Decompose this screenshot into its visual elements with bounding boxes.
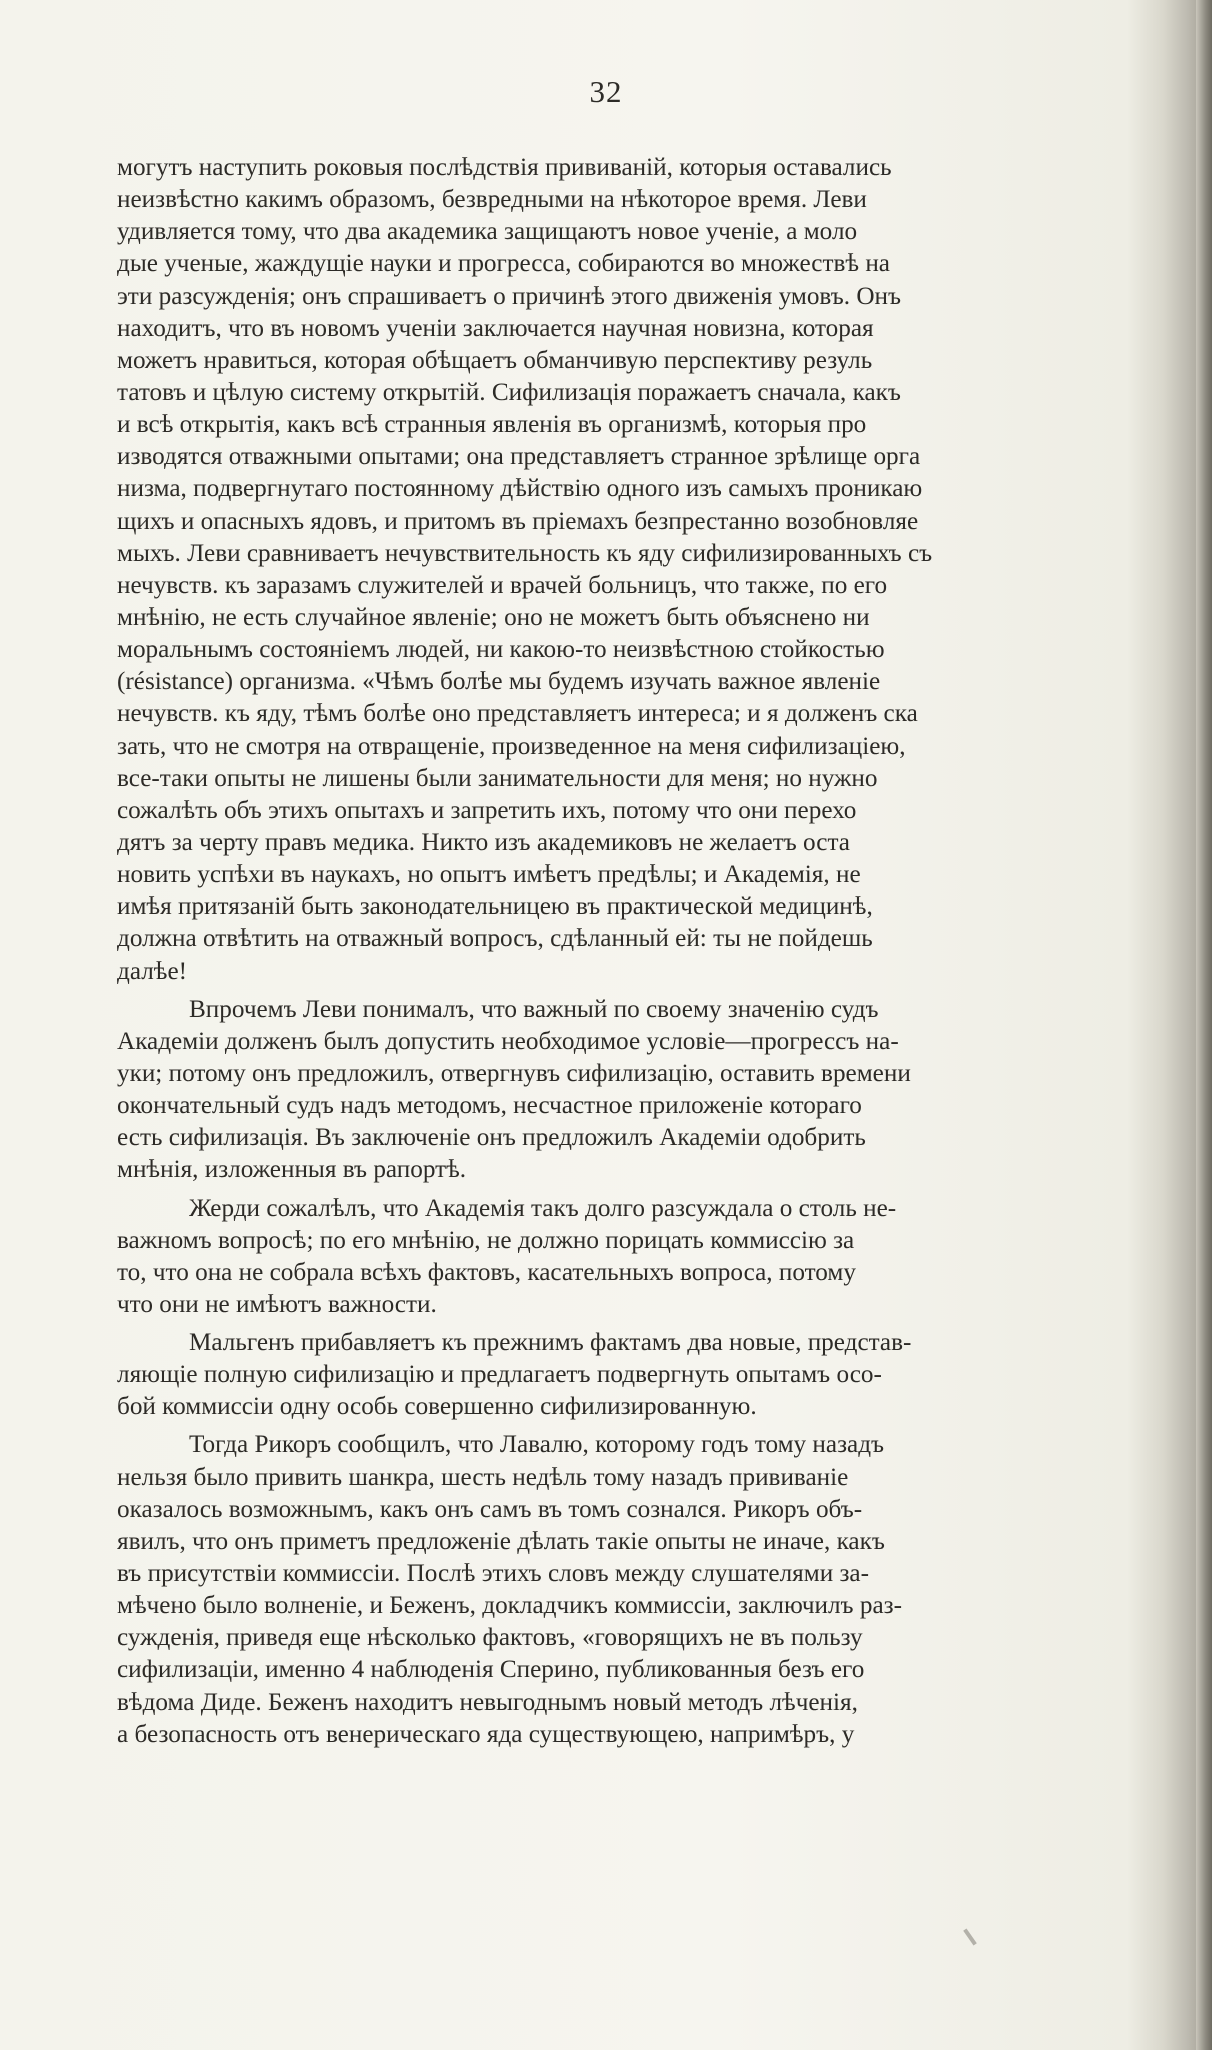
text-line: сожалѣть объ этихъ опытахъ и запретить ихъ, потому что они перехо [117,796,857,824]
text-line: нечувств. къ яду, тѣмъ болѣе оно представляетъ интереса; и я долженъ ска [117,700,918,728]
text-line: эти разсужденія; онъ спрашиваетъ о причинѣ этого движенія умовъ. Онъ [117,282,902,310]
text-line: мѣчено было волненіе, и Беженъ, докладчикъ коммиссіи, заключилъ раз- [117,1592,902,1620]
text-line: щихъ и опасныхъ ядовъ, и притомъ въ пріемахъ безпрестанно возобновляе [117,507,919,535]
text-line: мнѣнію, не есть случайное явленіе; оно не можетъ быть объяснено ни [117,603,870,631]
text-line: сифилизаціи, именно 4 наблюденія Сперино, публикованныя безъ его [117,1656,865,1684]
text-line: явилъ, что онъ приметъ предложеніе дѣлать такіе опыты не иначе, какъ [117,1527,885,1555]
text-line: моральнымъ состояніемъ людей, ни какою-то неизвѣстною стойкостью [117,636,885,664]
text-line: вѣдома Диде. Беженъ находитъ невыгоднымъ новый методъ лѣченія, [117,1688,858,1716]
text-line: то, что она не собрала всѣхъ фактовъ, касательныхъ вопроса, потому [117,1258,856,1286]
text-line: что они не имѣютъ важности. [117,1290,437,1318]
text-line: есть сифилизація. Въ заключеніе онъ предложилъ Академіи одобрить [117,1124,866,1152]
text-line: ляющіе полную сифилизацію и предлагаетъ подвергнуть опытамъ осо- [117,1361,882,1389]
text-line: дятъ за черту правъ медика. Никто изъ академиковъ не желаетъ оста [117,828,850,856]
text-line: могутъ наступить роковыя послѣдствія прививаній, которыя оставались [117,154,892,181]
text-line: можетъ нравиться, которая обѣщаетъ обманчивую перспективу резуль [117,346,873,374]
text-line: находитъ, что въ новомъ ученіи заключается научная новизна, которая [117,314,874,342]
text-line: сужденія, приведя еще нѣсколько фактовъ, «говорящихъ не въ пользу [117,1624,863,1652]
text-line: удивляется тому, что два академика защищаютъ новое ученіе, а моло [117,218,858,246]
text-line: оказалось возможнымъ, какъ онъ самъ въ томъ сознался. Рикоръ объ- [117,1495,863,1523]
text-line: Мальгенъ прибавляетъ къ прежнимъ фактамъ два новые, представ- [189,1329,912,1357]
ink-mark [963,1928,977,1945]
page-number: 32 [589,74,623,109]
text-line: изводятся отважными опытами; она представляетъ странное зрѣлище орга [117,443,921,471]
book-spine-shadow [1196,0,1212,2050]
text-line: мнѣнія, изложенныя въ рапортѣ. [117,1156,467,1184]
text-line: Академіи долженъ былъ допустить необходимое условіе—прогрессъ на- [117,1027,899,1055]
text-line: нечувств. къ заразамъ служителей и врачей больницъ, что также, по его [117,571,888,599]
text-line: окончательный судъ надъ методомъ, несчастное приложеніе котораго [117,1092,862,1120]
text-line: зать, что не смотря на отвращеніе, произведенное на меня сифилизаціею, [117,732,906,760]
text-line: (résistance) организма. «Чѣмъ болѣе мы будемъ изучать важное явленіе [117,668,881,696]
text-line: Тогда Рикоръ сообщилъ, что Лавалю, которому годъ тому назадъ [189,1431,885,1459]
text-line: бой коммиссіи одну особь совершенно сифилизированную. [117,1393,757,1421]
text-line: въ присутствіи коммиссіи. Послѣ этихъ словъ между слушателями за- [117,1560,869,1588]
text-line: Впрочемъ Леви понималъ, что важный по своему значенію судъ [189,995,879,1023]
text-line: должна отвѣтить на отважный вопросъ, сдѣланный ей: ты не пойдешь [117,925,873,953]
text-line: важномъ вопросѣ; по его мнѣнію, не должно порицать коммиссію за [117,1226,855,1254]
text-line: низма, подвергнутаго постоянному дѣйствію одного изъ самыхъ проникаю [117,475,923,503]
text-line: нельзя было привить шанкра, шесть недѣль тому назадъ прививаніе [117,1463,849,1491]
text-line: и всѣ открытія, какъ всѣ странныя явленія въ организмѣ, которыя про [117,411,867,439]
text-line: неизвѣстно какимъ образомъ, безвредными на нѣкоторое время. Леви [117,186,867,214]
text-line: уки; потому онъ предложилъ, отвергнувъ сифилизацію, оставить времени [117,1059,911,1087]
text-line: все-таки опыты не лишены были занимательности для меня; но нужно [117,764,878,792]
text-line: имѣя притязаній быть законодательницею въ практической медицинѣ, [117,893,873,921]
text-line: Жерди сожалѣлъ, что Академія такъ долго разсуждала о столь не- [189,1194,897,1222]
text-line: татовъ и цѣлую систему открытій. Сифилизація поражаетъ сначала, какъ [117,378,901,406]
text-line: новить успѣхи въ наукахъ, но опытъ имѣетъ предѣлы; и Академія, не [117,861,861,889]
text-line: мыхъ. Леви сравниваетъ нечувствительность къ яду сифилизированныхъ съ [117,539,933,567]
body-text [117,152,1207,1751]
text-line: а безопасность отъ венерическаго яда существующею, напримѣръ, у [117,1720,855,1748]
text-line: далѣе! [117,957,188,985]
text-line: дые ученые, жаждущіе науки и прогресса, собираются во множествѣ на [117,250,890,278]
